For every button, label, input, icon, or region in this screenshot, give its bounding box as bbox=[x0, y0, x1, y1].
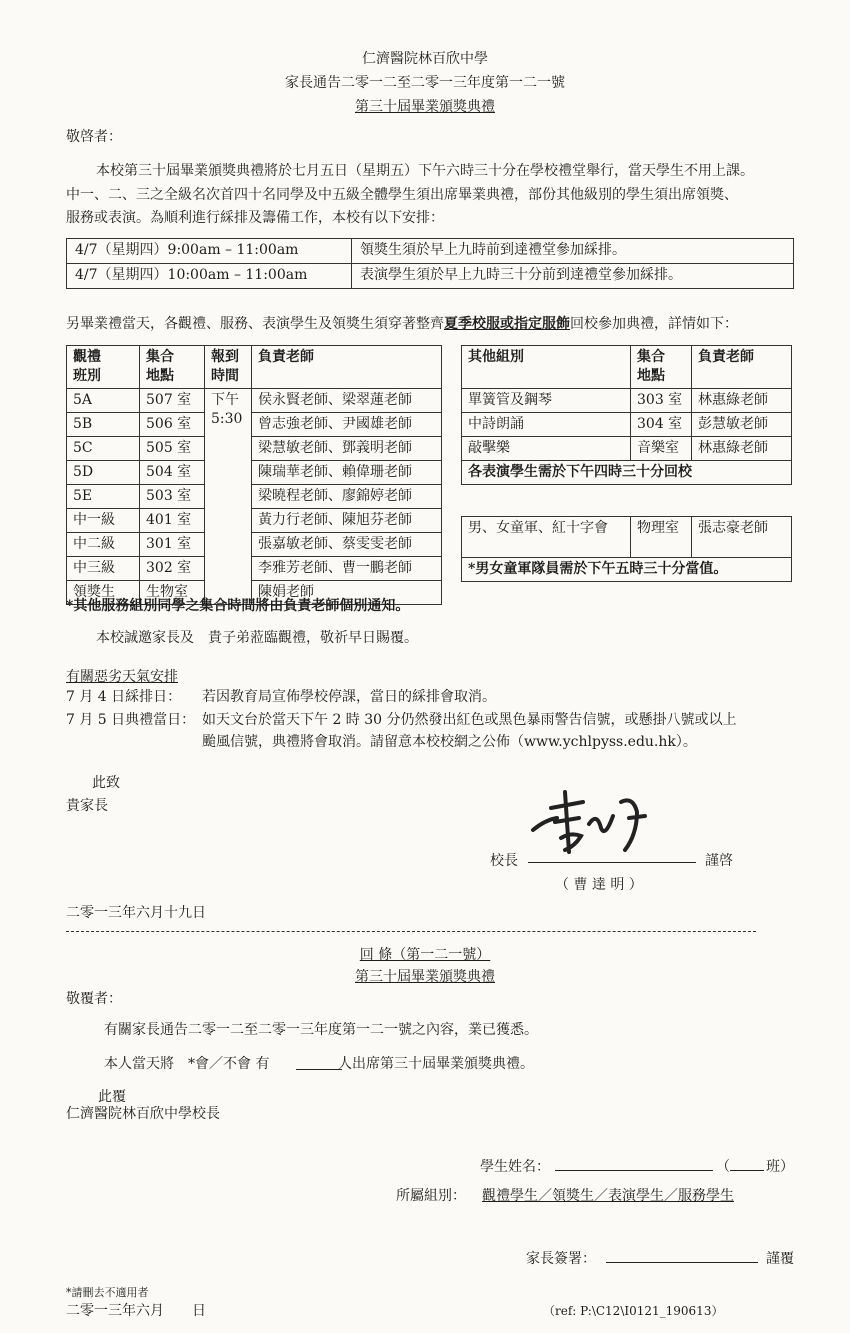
cell-teacher: 李雅芳老師、曹一鵬老師 bbox=[252, 557, 442, 581]
cell-group: 中詩朗誦 bbox=[462, 413, 631, 437]
cell-room: 303 室 bbox=[631, 389, 692, 413]
table-row bbox=[67, 557, 442, 581]
attendance-pre: 本人當天將 *會／不會 有 bbox=[104, 1056, 270, 1072]
group-options[interactable]: 觀禮學生／領獎生／表演學生／服務學生 bbox=[482, 1188, 734, 1204]
parent-signature-suffix: 謹覆 bbox=[766, 1251, 794, 1267]
table-header-row bbox=[462, 346, 792, 389]
cell-teacher: 陳瑞華老師、賴偉珊老師 bbox=[252, 461, 442, 485]
cell-group: 男、女童軍、紅十字會 bbox=[462, 517, 631, 558]
table-row bbox=[67, 437, 442, 461]
cell-teacher: 彭慧敏老師 bbox=[692, 413, 792, 437]
table-row bbox=[67, 461, 442, 485]
cell-teacher: 梁曉程老師、廖錦婷老師 bbox=[252, 485, 442, 509]
cell-class: 5D bbox=[67, 461, 140, 485]
header-place: 集合 地點 bbox=[140, 346, 205, 389]
performance-note: 各表演學生需於下午四時三十分回校 bbox=[462, 461, 792, 485]
student-name-label: 學生姓名： bbox=[480, 1159, 550, 1175]
cell-room: 302 室 bbox=[140, 557, 205, 581]
table-row bbox=[462, 517, 792, 558]
schedule-time: 4/7（星期四）9:00am – 11:00am bbox=[67, 239, 352, 264]
cell-class: 領獎生 bbox=[67, 581, 140, 605]
cell-room: 301 室 bbox=[140, 533, 205, 557]
weather-ceremony-label: 7 月 5 日典禮當日： bbox=[66, 712, 196, 728]
class-open: （ bbox=[716, 1159, 730, 1175]
cell-teacher: 林惠綠老師 bbox=[692, 437, 792, 461]
reply-title: 回 條（第一二一號） bbox=[359, 947, 491, 963]
closing-line-1: 此致 bbox=[92, 775, 120, 791]
cell-room: 506 室 bbox=[140, 413, 205, 437]
schedule-desc: 領獎生須於早上九時前到達禮堂參加綵排。 bbox=[352, 239, 794, 264]
tear-off-divider bbox=[66, 931, 756, 932]
cell-teacher: 侯永賢老師、梁翠蓮老師 bbox=[252, 389, 442, 413]
cell-group: 單簧管及鋼琴 bbox=[462, 389, 631, 413]
schedule-row bbox=[67, 239, 794, 264]
weather-ceremony-text: 如天文台於當天下午 2 時 30 分仍然發出紅色或黑色暴雨警告信號，或懸掛八號或以上 bbox=[202, 712, 737, 728]
scouts-note: *男女童軍隊員需於下午五時三十分當值。 bbox=[462, 558, 792, 582]
dress-emphasis: 夏季校服或指定服飾 bbox=[444, 316, 570, 332]
cell-teacher: 黃力行老師、陳旭芬老師 bbox=[252, 509, 442, 533]
weather-rehearsal-label: 7 月 4 日綵排日： bbox=[66, 689, 182, 705]
cell-room: 505 室 bbox=[140, 437, 205, 461]
table-row bbox=[67, 413, 442, 437]
attendance-post: 人出席第三十屆畢業頒獎典禮。 bbox=[338, 1056, 534, 1072]
class-field[interactable] bbox=[730, 1170, 764, 1171]
reply-event: 第三十屆畢業頒獎典禮 bbox=[355, 969, 495, 985]
cell-room: 生物室 bbox=[140, 581, 205, 605]
schedule-time: 4/7（星期四）10:00am – 11:00am bbox=[67, 264, 352, 289]
reply-acknowledge: 有關家長通告二零一二至二零一三年度第一二一號之內容，業已獲悉。 bbox=[104, 1022, 538, 1038]
header-time: 報到 時間 bbox=[205, 346, 252, 389]
school-name: 仁濟醫院林百欣中學 bbox=[362, 51, 488, 67]
cell-room: 504 室 bbox=[140, 461, 205, 485]
table-row bbox=[67, 485, 442, 509]
performance-groups-table bbox=[461, 345, 792, 485]
table-note-row bbox=[462, 558, 792, 582]
reply-close-2: 仁濟醫院林百欣中學校長 bbox=[66, 1106, 220, 1122]
schedule-desc: 表演學生須於早上九時三十分前到達禮堂參加綵排。 bbox=[352, 264, 794, 289]
principal-label: 校長 bbox=[490, 853, 518, 869]
attendance-count-blank[interactable] bbox=[296, 1069, 342, 1070]
parent-signature-field[interactable] bbox=[606, 1262, 758, 1263]
cell-class: 5A bbox=[67, 389, 140, 413]
notice-number: 家長通告二零一二至二零一三年度第一二一號 bbox=[285, 75, 565, 91]
table-row bbox=[462, 437, 792, 461]
principal-suffix: 謹啓 bbox=[705, 853, 733, 869]
notice-date: 二零一三年六月十九日 bbox=[66, 905, 206, 921]
group-label: 所屬組別： bbox=[396, 1188, 466, 1204]
weather-title: 有關惡劣天氣安排 bbox=[66, 669, 178, 685]
event-title: 第三十屆畢業頒獎典禮 bbox=[355, 99, 495, 115]
parent-signature-label: 家長簽署： bbox=[526, 1251, 596, 1267]
scouts-table bbox=[461, 516, 792, 582]
class-assembly-table bbox=[66, 345, 442, 605]
reply-close-1: 此覆 bbox=[98, 1089, 126, 1105]
principal-name: （ 曹 達 明 ） bbox=[555, 877, 643, 893]
weather-ceremony-text-2: 颱風信號，典禮將會取消。請留意本校校網之公佈（www.ychlpyss.edu.hk）。 bbox=[202, 734, 697, 750]
dress-post: 回校參加典禮，詳情如下： bbox=[570, 316, 738, 332]
cell-teacher: 張志豪老師 bbox=[692, 517, 792, 558]
cell-teacher: 張嘉敏老師、蔡雯雯老師 bbox=[252, 533, 442, 557]
table-row bbox=[462, 389, 792, 413]
reply-date: 二零一三年六月 日 bbox=[66, 1303, 206, 1319]
class-label: 班） bbox=[766, 1159, 794, 1175]
cell-room: 物理室 bbox=[631, 517, 692, 558]
cell-group: 敲擊樂 bbox=[462, 437, 631, 461]
dress-code-line bbox=[66, 313, 738, 333]
cell-room: 507 室 bbox=[140, 389, 205, 413]
cell-room: 音樂室 bbox=[631, 437, 692, 461]
cell-teacher: 陳娟老師 bbox=[252, 581, 442, 605]
cell-teacher: 曾志強老師、尹國雄老師 bbox=[252, 413, 442, 437]
cell-room: 401 室 bbox=[140, 509, 205, 533]
student-name-field[interactable] bbox=[555, 1170, 713, 1171]
header-place: 集合 地點 bbox=[631, 346, 692, 389]
header-group: 其他組別 bbox=[462, 346, 631, 389]
weather-rehearsal-text: 若因教育局宣佈學校停課，當日的綵排會取消。 bbox=[202, 689, 496, 705]
cell-class: 5E bbox=[67, 485, 140, 509]
rehearsal-schedule-table bbox=[66, 238, 794, 289]
table-row bbox=[67, 533, 442, 557]
reply-greeting: 敬覆者： bbox=[66, 991, 122, 1007]
intro-line-1: 本校第三十屆畢業頒獎典禮將於七月五日（星期五）下午六時三十分在學校禮堂舉行，當天學生不用上課。 bbox=[96, 163, 754, 179]
cell-class: 中三級 bbox=[67, 557, 140, 581]
table-row bbox=[67, 389, 442, 413]
schedule-row bbox=[67, 264, 794, 289]
cell-class: 5B bbox=[67, 413, 140, 437]
table-row bbox=[67, 509, 442, 533]
principal-signature bbox=[525, 772, 665, 864]
intro-line-2: 中一、二、三之全級名次首四十名同學及中五級全體學生須出席畢業典禮，部份其他級別的學生須出席領獎、 bbox=[66, 187, 738, 203]
table-header-row bbox=[67, 346, 442, 389]
footnote: *請刪去不適用者 bbox=[66, 1286, 149, 1299]
dress-pre: 另畢業禮當天，各觀禮、服務、表演學生及領獎生須穿著整齊 bbox=[66, 316, 444, 332]
header-class: 觀禮 班別 bbox=[67, 346, 140, 389]
table-row bbox=[462, 413, 792, 437]
cell-class: 中一級 bbox=[67, 509, 140, 533]
cell-class: 中二級 bbox=[67, 533, 140, 557]
header-teacher: 負責老師 bbox=[252, 346, 442, 389]
closing-line-2: 貴家長 bbox=[66, 798, 108, 814]
cell-report-time: 下午 5:30 bbox=[205, 389, 252, 605]
cell-room: 503 室 bbox=[140, 485, 205, 509]
cell-teacher: 梁慧敏老師、鄧義明老師 bbox=[252, 437, 442, 461]
table-note-row bbox=[462, 461, 792, 485]
service-note: *其他服務組別同學之集合時間將由負責老師個別通知。 bbox=[66, 598, 410, 614]
header-teacher: 負責老師 bbox=[692, 346, 792, 389]
cell-class: 5C bbox=[67, 437, 140, 461]
invitation: 本校誠邀家長及 貴子弟蒞臨觀禮，敬祈早日賜覆。 bbox=[96, 630, 418, 646]
cell-teacher: 林惠綠老師 bbox=[692, 389, 792, 413]
cell-room: 304 室 bbox=[631, 413, 692, 437]
greeting: 敬啓者： bbox=[66, 129, 122, 145]
reference-code: （ref: P:\C12\I0121_190613） bbox=[543, 1304, 724, 1318]
intro-line-3: 服務或表演。為順利進行綵排及籌備工作，本校有以下安排： bbox=[66, 210, 444, 226]
